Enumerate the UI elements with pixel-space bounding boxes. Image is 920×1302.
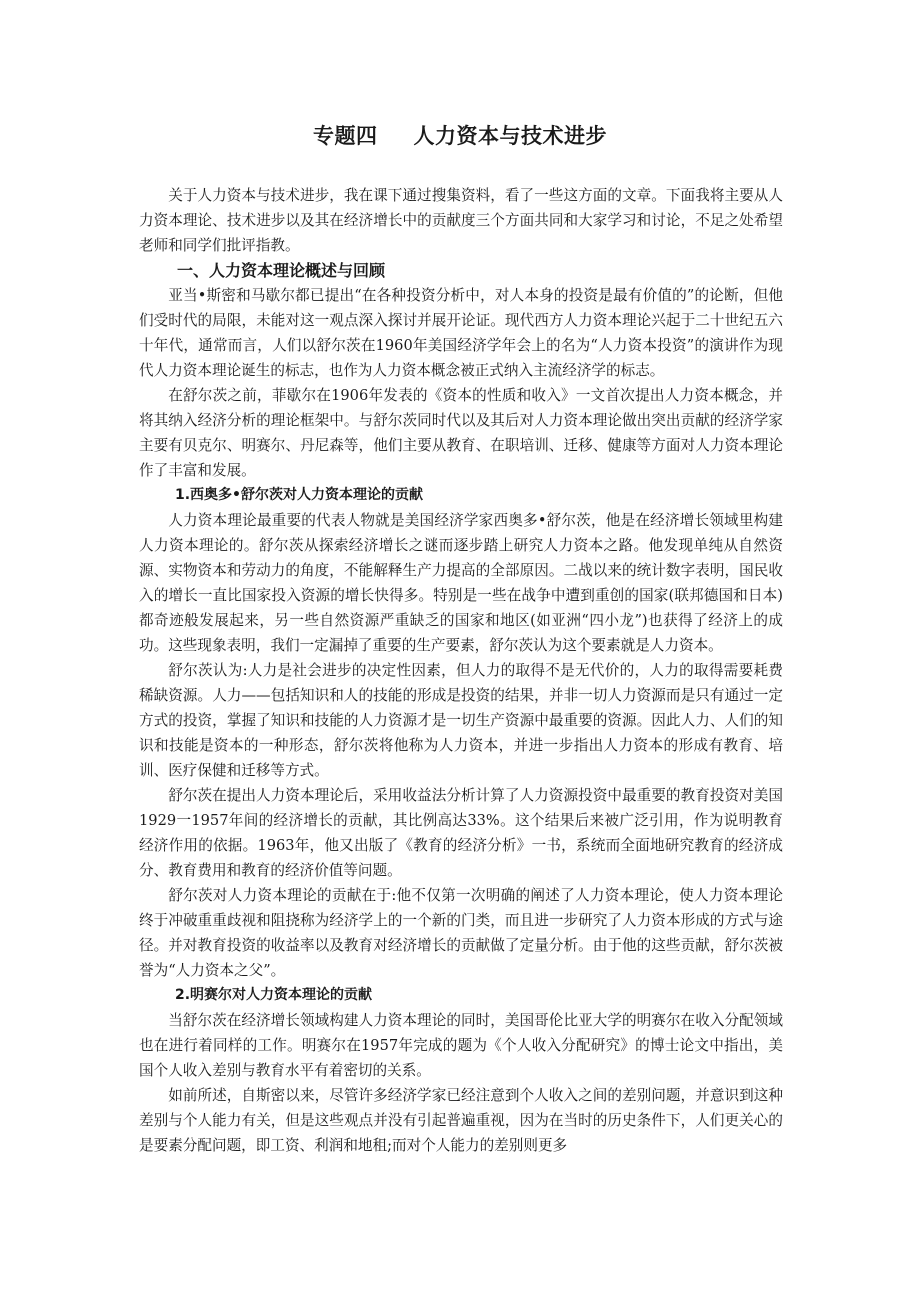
document-title [0, 121, 920, 151]
subsection-1-heading: 1.西奥多•舒尔茨对人力资本理论的贡献 [175, 487, 424, 503]
title-part-1: 专题四 [313, 124, 378, 148]
title-part-2: 人力资本与技术进步 [413, 124, 607, 148]
subsection-1-paragraph-1: 人力资本理论最重要的代表人物就是美国经济学家西奥多•舒尔茨，他是在经济增长领域里构建人力资本理论的。舒尔茨从探索经济增长之谜而逐步踏上研究人力资本之路。他发现单纯从自然资源、实物资本和劳动力的角度，不能解释生产力提高的全部原因。二战以来的统计数字表明，国民收入的增长一直比国家投入资源的增长快得多。特别是一些在战争中遭到重创的国家(联邦德国和日本)都奇迹般发展起来，另一些自然资源严重缺乏的国家和地区(如亚洲“四小龙”)也获得了经济上的成功。这些现象表明，我们一定漏掉了重要的生产要素，舒尔茨认为这个要素就是人力资本。 [139, 512, 783, 654]
subsection-1-paragraph-3: 舒尔茨在提出人力资本理论后，采用收益法分析计算了人力资源投资中最重要的教育投资对美国1929一1957年间的经济增长的贡献，其比例高达33%。这个结果后来被广泛引用，作为说明教育经济作用的依据。1963年，他又出版了《教育的经济分析》一书，系统而全面地研究教育的经济成分、教育费用和教育的经济价值等问题。 [139, 787, 783, 879]
document-body [139, 183, 783, 1158]
subsection-1-paragraph-2: 舒尔茨认为:人力是社会进步的决定性因素，但人力的取得不是无代价的，人力的取得需要耗费稀缺资源。人力——包括知识和人的技能的形成是投资的结果，并非一切人力资源而是只有通过一定方式的投资，掌握了知识和技能的人力资源才是一切生产资源中最重要的资源。因此人力、人们的知识和技能是资本的一种形态，舒尔茨将他称为人力资本，并进一步指出人力资本的形成有教育、培训、医疗保健和迁移等方式。 [139, 662, 783, 779]
section-1-heading: 一、人力资本理论概述与回顾 [177, 261, 386, 280]
intro-paragraph: 关于人力资本与技术进步，我在课下通过搜集资料，看了一些这方面的文章。下面我将主要从人力资本理论、技术进步以及其在经济增长中的贡献度三个方面共同和大家学习和讨论，不足之处希望老师和同学们批评指教。 [139, 187, 783, 254]
section-1-paragraph-1: 亚当•斯密和马歇尔都已提出“在各种投资分析中，对人本身的投资是最有价值的”的论断，但他们受时代的局限，未能对这一观点深入探讨并展开论证。现代西方人力资本理论兴起于二十世纪五六十年代，通常而言，人们以舒尔茨在1960年美国经济学年会上的名为“人力资本投资”的演讲作为现代人力资本理论诞生的标志，也作为人力资本概念被正式纳入主流经济学的标志。 [139, 287, 783, 379]
subsection-2-paragraph-1: 当舒尔茨在经济增长领域构建人力资本理论的同时，美国哥伦比亚大学的明赛尔在收入分配领域也在进行着同样的工作。明赛尔在1957年完成的题为《个人收入分配研究》的博士论文中指出，美国个人收入差别与教育水平有着密切的关系。 [139, 1012, 783, 1079]
subsection-1-paragraph-4: 舒尔茨对人力资本理论的贡献在于:他不仅第一次明确的阐述了人力资本理论，使人力资本理论终于冲破重重歧视和阻挠称为经济学上的一个新的门类，而且进一步研究了人力资本形成的方式与途径。并对教育投资的收益率以及教育对经济增长的贡献做了定量分析。由于他的这些贡献，舒尔茨被誉为“人力资本之父”。 [139, 887, 783, 979]
subsection-2-heading: 2.明赛尔对人力资本理论的贡献 [175, 987, 373, 1003]
section-1-paragraph-2: 在舒尔茨之前，菲歇尔在1906年发表的《资本的性质和收入》一文首次提出人力资本概念，并将其纳入经济分析的理论框架中。与舒尔茨同时代以及其后对人力资本理论做出突出贡献的经济学家主要有贝克尔、明赛尔、丹尼森等，他们主要从教育、在职培训、迁移、健康等方面对人力资本理论作了丰富和发展。 [139, 387, 783, 479]
subsection-2-paragraph-2: 如前所述，自斯密以来，尽管许多经济学家已经注意到个人收入之间的差别问题，并意识到这种差别与个人能力有关，但是这些观点并没有引起普遍重视，因为在当时的历史条件下，人们更关心的是要素分配问题，即工资、利润和地租;而对个人能力的差别则更多 [139, 1087, 783, 1154]
